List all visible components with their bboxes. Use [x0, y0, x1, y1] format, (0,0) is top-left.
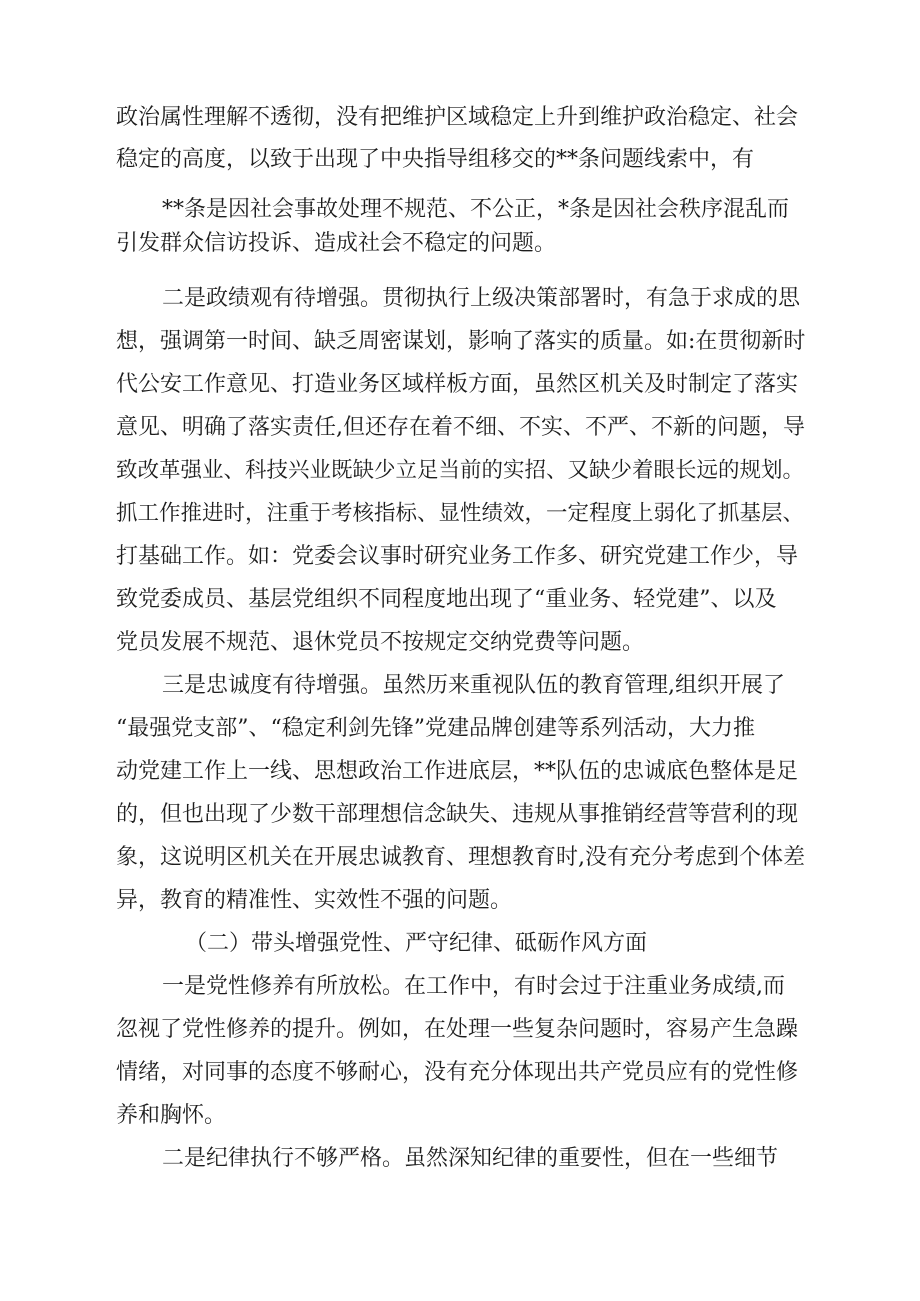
- text-line: 情绪，对同事的态度不够耐心，没有充分体现出共产党员应有的党性修: [116, 1060, 799, 1085]
- text-line: 政治属性理解不透彻，没有把维护区域稳定上升到维护政治稳定、社会: [116, 105, 799, 130]
- text-line: 抓工作推进时，注重于考核指标、显性绩效，一定程度上弱化了抓基层、: [116, 501, 805, 526]
- text-line: 异，教育的精准性、实效性不强的问题。: [116, 888, 513, 913]
- text-line: 稳定的高度，以致于出现了中央指导组移交的**条问题线索中，有: [116, 147, 755, 172]
- text-line: 代公安工作意见、打造业务区域样板方面，虽然区机关及时制定了落实: [116, 372, 799, 397]
- text-line: 动党建工作上一线、思想政治工作进底层，**队伍的忠诚底色整体是足: [116, 759, 799, 784]
- paragraph-start: 二是政绩观有待增强。贯彻执行上级决策部署时，有急于求成的思: [162, 286, 801, 311]
- text-line: 象，这说明区机关在开展忠诚教育、理想教育时,没有充分考虑到个体差: [116, 845, 805, 870]
- text-line: 致改革强业、科技兴业既缺少立足当前的实招、又缺少着眼长远的规划。: [116, 458, 805, 483]
- text-line: 想，强调第一时间、缺乏周密谋划，影响了落实的质量。如:在贯彻新时: [116, 329, 806, 354]
- text-line: **条是因社会事故处理不规范、不公正，*条是因社会秩序混乱而: [162, 197, 790, 222]
- text-line: 的，但也出现了少数干部理想信念缺失、违规从事推销经营等营利的现: [116, 802, 799, 827]
- section-heading: （二）带头增强党性、严守纪律、砥砺作风方面: [185, 931, 648, 956]
- paragraph-start: 三是忠诚度有待增强。虽然历来重视队伍的教育管理,组织开展了: [162, 673, 785, 698]
- text-line: 党员发展不规范、退休党员不按规定交纳党费等问题。: [116, 630, 645, 655]
- text-line: 致党委成员、基层党组织不同程度地出现了“重业务、轻党建”、以及: [116, 587, 777, 612]
- text-line: “最强党支部”、“稳定利剑先锋”党建品牌创建等系列活动，大力推: [116, 716, 755, 741]
- text-line: 意见、明确了落实责任,但还存在着不细、不实、不严、不新的问题，导: [116, 415, 805, 440]
- text-line: 打基础工作。如：党委会议事时研究业务工作多、研究党建工作少，导: [116, 544, 799, 569]
- text-line: 养和胸怀。: [116, 1103, 227, 1128]
- text-line: 忽视了党性修养的提升。例如，在处理一些复杂问题时，容易产生急躁: [116, 1017, 799, 1042]
- paragraph-start: 二是纪律执行不够严格。虽然深知纪律的重要性，但在一些细节: [162, 1146, 779, 1171]
- text-line: 引发群众信访投诉、造成社会不稳定的问题。: [116, 231, 557, 256]
- paragraph-start: 一是党性修养有所放松。在工作中，有时会过于注重业务成绩,而: [162, 974, 785, 999]
